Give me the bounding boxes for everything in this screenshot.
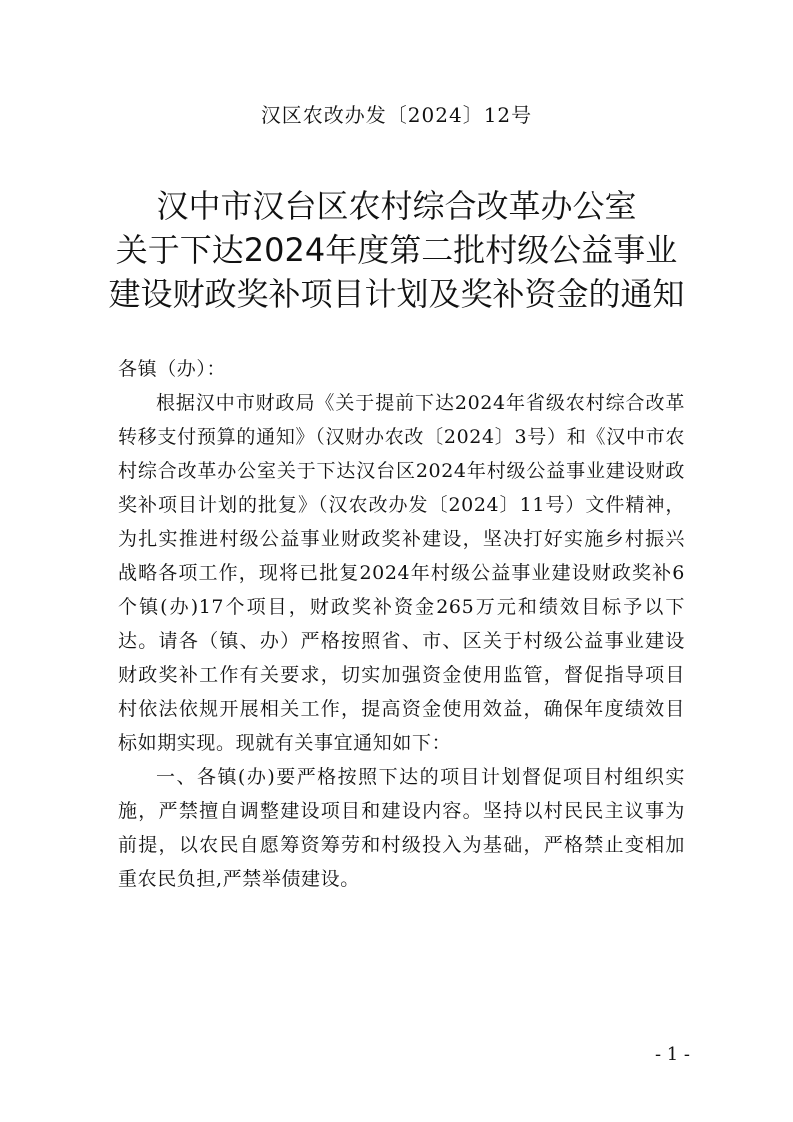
- title-line: 汉中市汉台区农村综合改革办公室: [156, 187, 637, 225]
- salutation: 各镇（办）：: [118, 358, 227, 380]
- title-line: 建设财政奖补项目计划及奖补资金的通知: [108, 275, 685, 313]
- document-number: 汉区农改办发〔2024〕12号: [260, 103, 533, 127]
- body-paragraph: 一、各镇(办)要严格按照下达的项目计划督促项目村组织实施，严禁擅自调整建设项目和建设内容。坚持以村民民主议事为前提，以农民自愿筹资筹劳和村级投入为基础，严格禁止变相加重农民负担,严禁举债建设。: [118, 766, 685, 890]
- page-number: - 1 -: [654, 1044, 690, 1065]
- document-body: [118, 352, 685, 896]
- document-title: [60, 184, 733, 316]
- title-line: 关于下达2024年度第二批村级公益事业: [115, 231, 678, 269]
- body-paragraph: 根据汉中市财政局《关于提前下达2024年省级农村综合改革转移支付预算的通知》（汉财办农改〔2024〕3号）和《汉中市农村综合改革办公室关于下达汉台区2024年村级公益事业建设财政奖补项目计划的批复》（汉农改办发〔2024〕11号）文件精神，为扎实推进村级公益事业财政奖补建设，坚决打好实施乡村振兴战略各项工作，现将已批复2024年村级公益事业建设财政奖补6个镇(办)17个项目，财政奖补资金265万元和绩效目标予以下达。请各（镇、办）严格按照省、市、区关于村级公益事业建设财政奖补工作有关要求，切实加强资金使用监管，督促指导项目村依法依规开展相关工作，提高资金使用效益，确保年度绩效目标如期实现。现就有关事宜通知如下：: [118, 392, 685, 754]
